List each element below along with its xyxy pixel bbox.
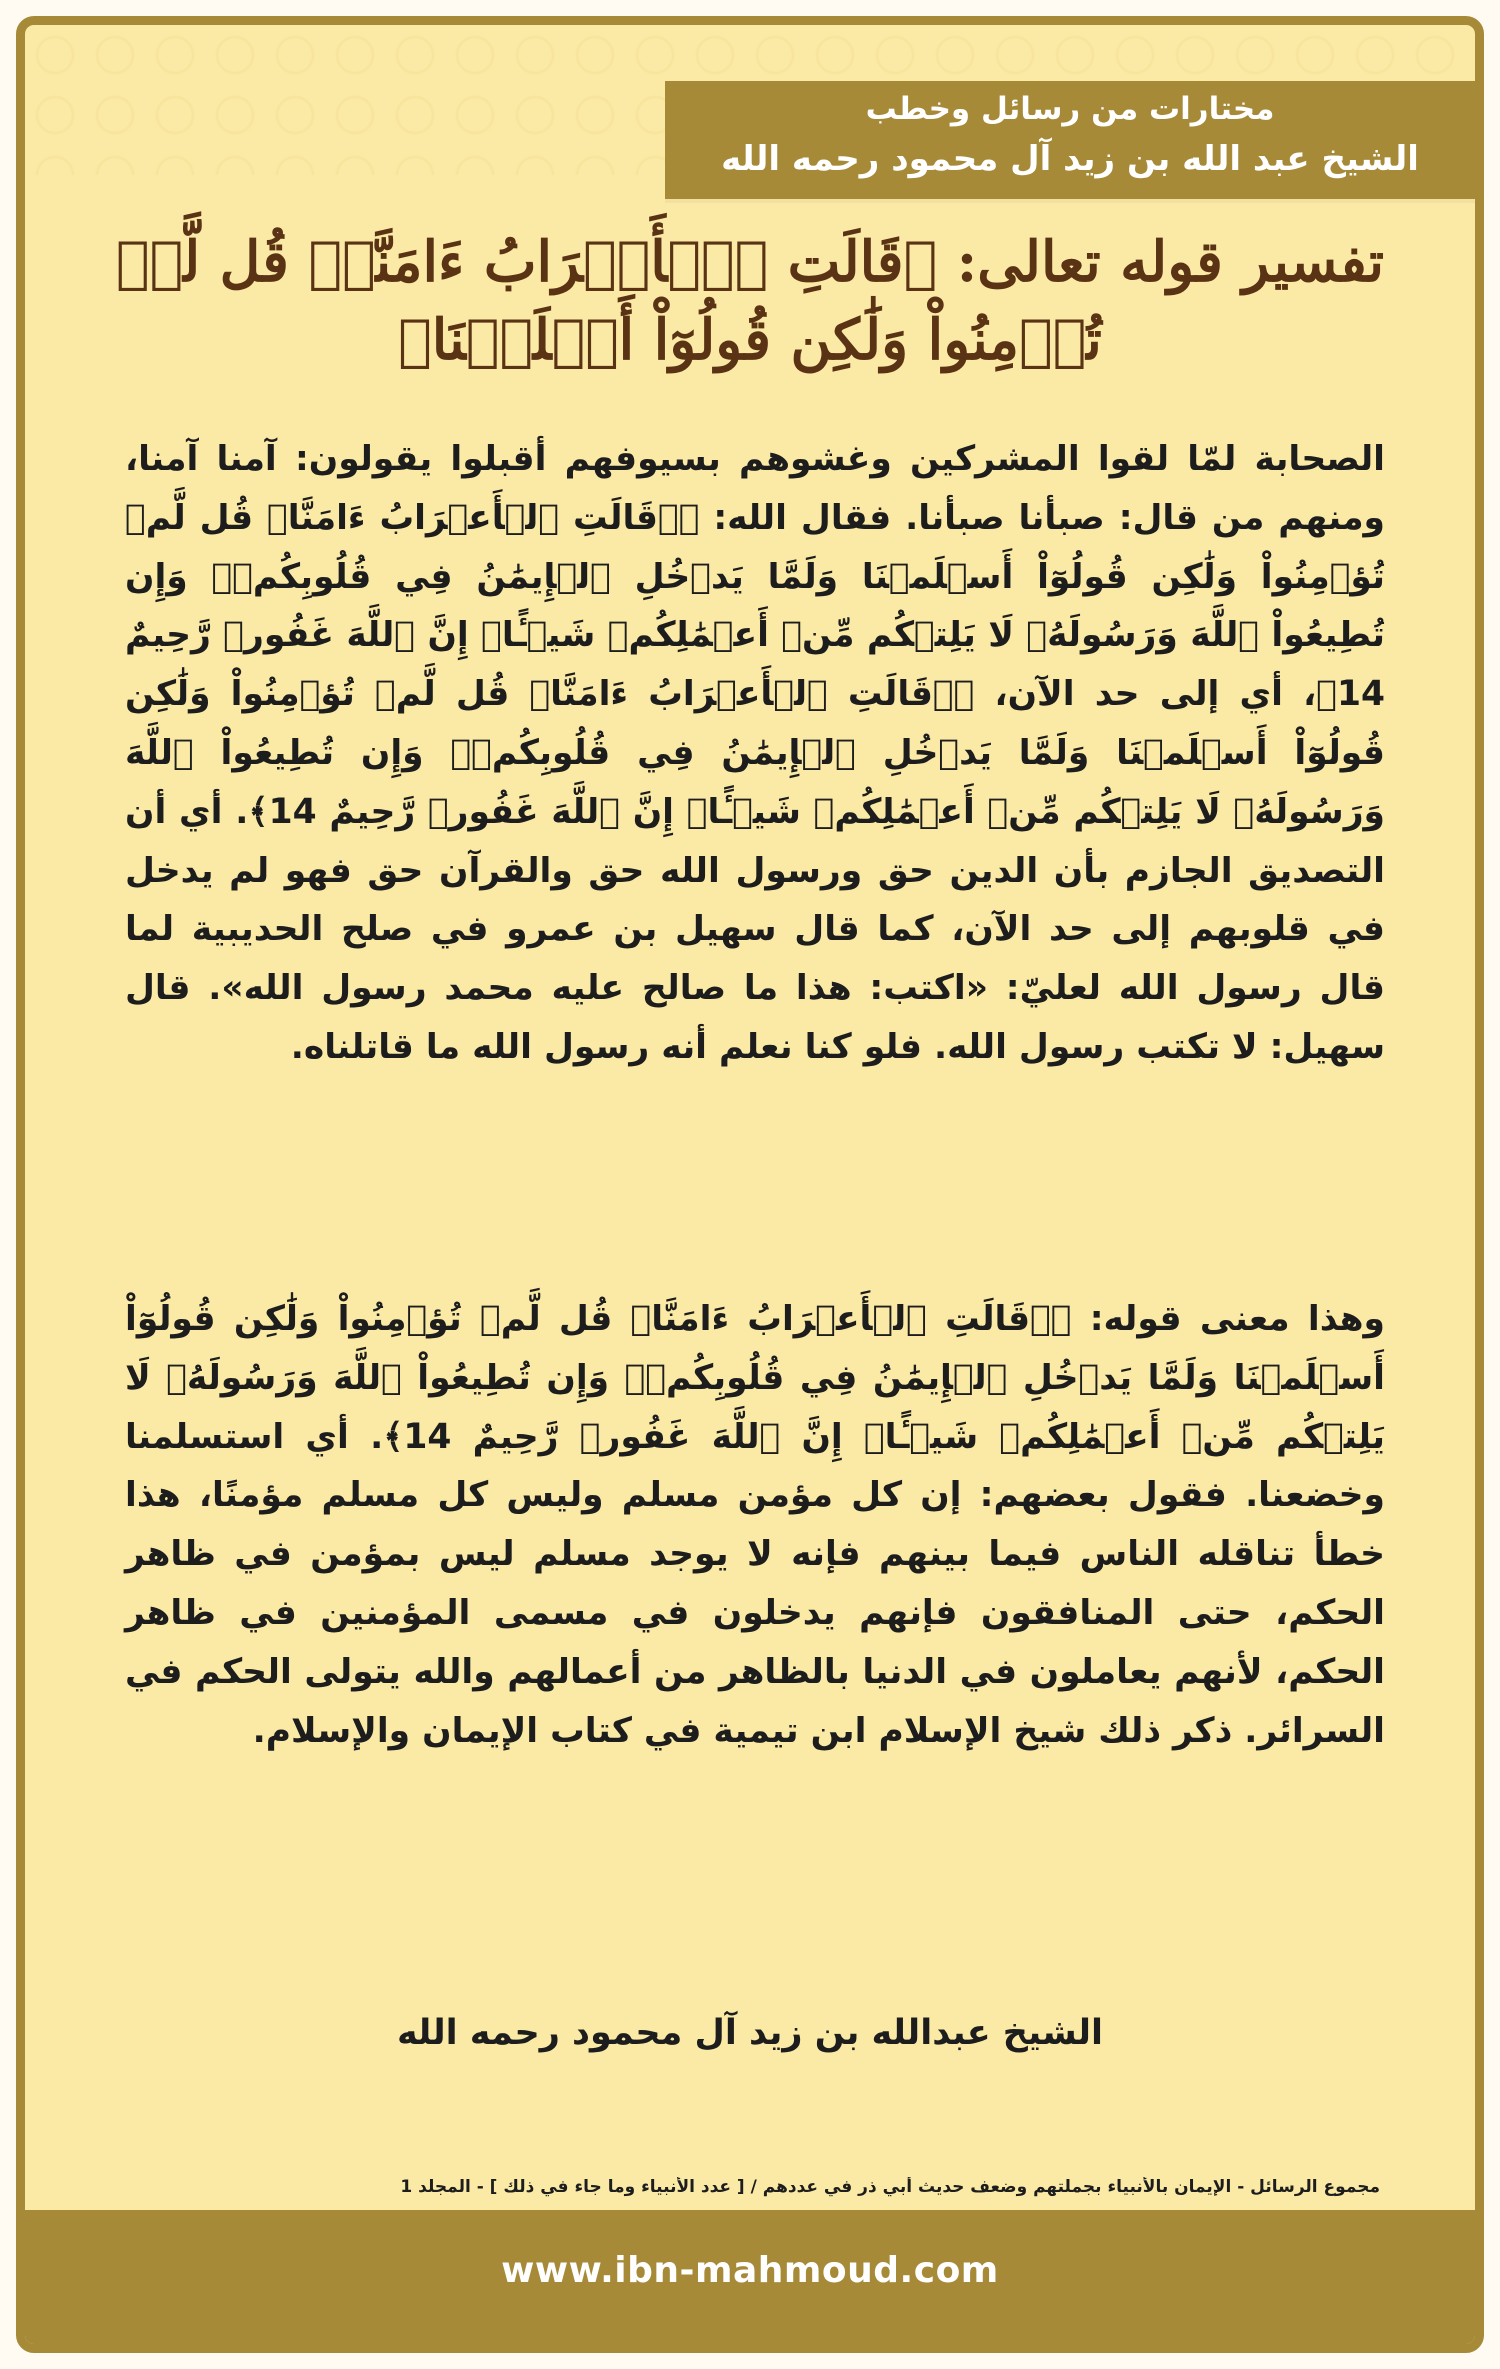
footer-band xyxy=(25,2210,1475,2344)
source-reference: مجموع الرسائل - الإيمان بالأنبياء بجملتهم وضعف حديث أبي ذر في عددهم / [ عدد الأنبياء وما جاء في ذلك ] - المجلد 1 xyxy=(400,2177,1380,2197)
website-link[interactable]: www.ibn-mahmoud.com xyxy=(501,2250,999,2291)
header-author: الشيخ عبد الله بن زيد آل محمود رحمه الله xyxy=(721,139,1419,179)
body-paragraph-2: وهذا معنى قوله: ﴿۞قَالَتِ ٱلۡأَعۡرَابُ ءَامَنَّاۖ قُل لَّمۡ تُؤۡمِنُواْ وَلَٰكِن قُولُوٓاْ أَسۡلَمۡنَا وَلَمَّا يَدۡخُلِ ٱلۡإِيمَٰنُ فِي قُلُوبِكُمۡۖ وَإِن تُطِيعُواْ ٱللَّهَ وَرَسُولَهُۥ لَا يَلِتۡكُم مِّنۡ أَعۡمَٰلِكُمۡ شَيۡـًٔاۚ إِنَّ ٱللَّهَ غَفُورٞ رَّحِيمٌ 14﴾. أي استسلمنا وخضعنا. فقول بعضهم: إن كل مؤمن مسلم وليس كل مسلم مؤمنًا، هذا خطأ تناقله الناس فيما بينهم فإنه لا يوجد مسلم ليس بمؤمن في ظاهر الحكم، حتى المنافقون فإنهم يدخلون في مسمى المؤمنين في ظاهر الحكم، لأنهم يعاملون في الدنيا بالظاهر من أعمالهم والله يتولى الحكم في السرائر. ذكر ذلك شيخ الإسلام ابن تيمية في كتاب الإيمان والإسلام. xyxy=(125,1299,1385,1751)
page-title: تفسير قوله تعالى: ﴿قَالَتِ ٱلۡأَعۡرَابُ ءَامَنَّاۖ قُل لَّمۡ تُؤۡمِنُواْ وَلَٰكِن قُولُوٓاْ أَسۡلَمۡنَا﴾ xyxy=(115,229,1385,373)
header-series-title: مختارات من رسائل وخطب xyxy=(865,91,1275,127)
page-frame xyxy=(16,16,1484,2353)
body-paragraph-1: الصحابة لمّا لقوا المشركين وغشوهم بسيوفهم أقبلوا يقولون: آمنا آمنا، ومنهم من قال: صبأنا صبأنا. فقال الله: ﴿۞قَالَتِ ٱلۡأَعۡرَابُ ءَامَنَّاۖ قُل لَّمۡ تُؤۡمِنُواْ وَلَٰكِن قُولُوٓاْ أَسۡلَمۡنَا وَلَمَّا يَدۡخُلِ ٱلۡإِيمَٰنُ فِي قُلُوبِكُمۡۖ وَإِن تُطِيعُواْ ٱللَّهَ وَرَسُولَهُۥ لَا يَلِتۡكُم مِّنۡ أَعۡمَٰلِكُمۡ شَيۡـًٔاۚ إِنَّ ٱللَّهَ غَفُورٞ رَّحِيمٌ 14﴾، أي إلى حد الآن، ﴿۞قَالَتِ ٱلۡأَعۡرَابُ ءَامَنَّاۖ قُل لَّمۡ تُؤۡمِنُواْ وَلَٰكِن قُولُوٓاْ أَسۡلَمۡنَا وَلَمَّا يَدۡخُلِ ٱلۡإِيمَٰنُ فِي قُلُوبِكُمۡۖ وَإِن تُطِيعُواْ ٱللَّهَ وَرَسُولَهُۥ لَا يَلِتۡكُم مِّنۡ أَعۡمَٰلِكُمۡ شَيۡـًٔاۚ إِنَّ ٱللَّهَ غَفُورٞ رَّحِيمٌ 14﴾. أي أن التصديق الجازم بأن الدين حق ورسول الله حق والقرآن حق فهو لم يدخل في قلوبهم إلى حد الآن، كما قال سهيل بن عمرو في صلح الحديبية لما قال رسول الله لعليّ: «اكتب: هذا ما صالح عليه محمد رسول الله». قال سهيل: لا تكتب رسول الله. فلو كنا نعلم أنه رسول الله ما قاتلناه. xyxy=(125,439,1386,1067)
header-band xyxy=(665,81,1475,199)
signature: الشيخ عبدالله بن زيد آل محمود رحمه الله xyxy=(396,2013,1104,2053)
